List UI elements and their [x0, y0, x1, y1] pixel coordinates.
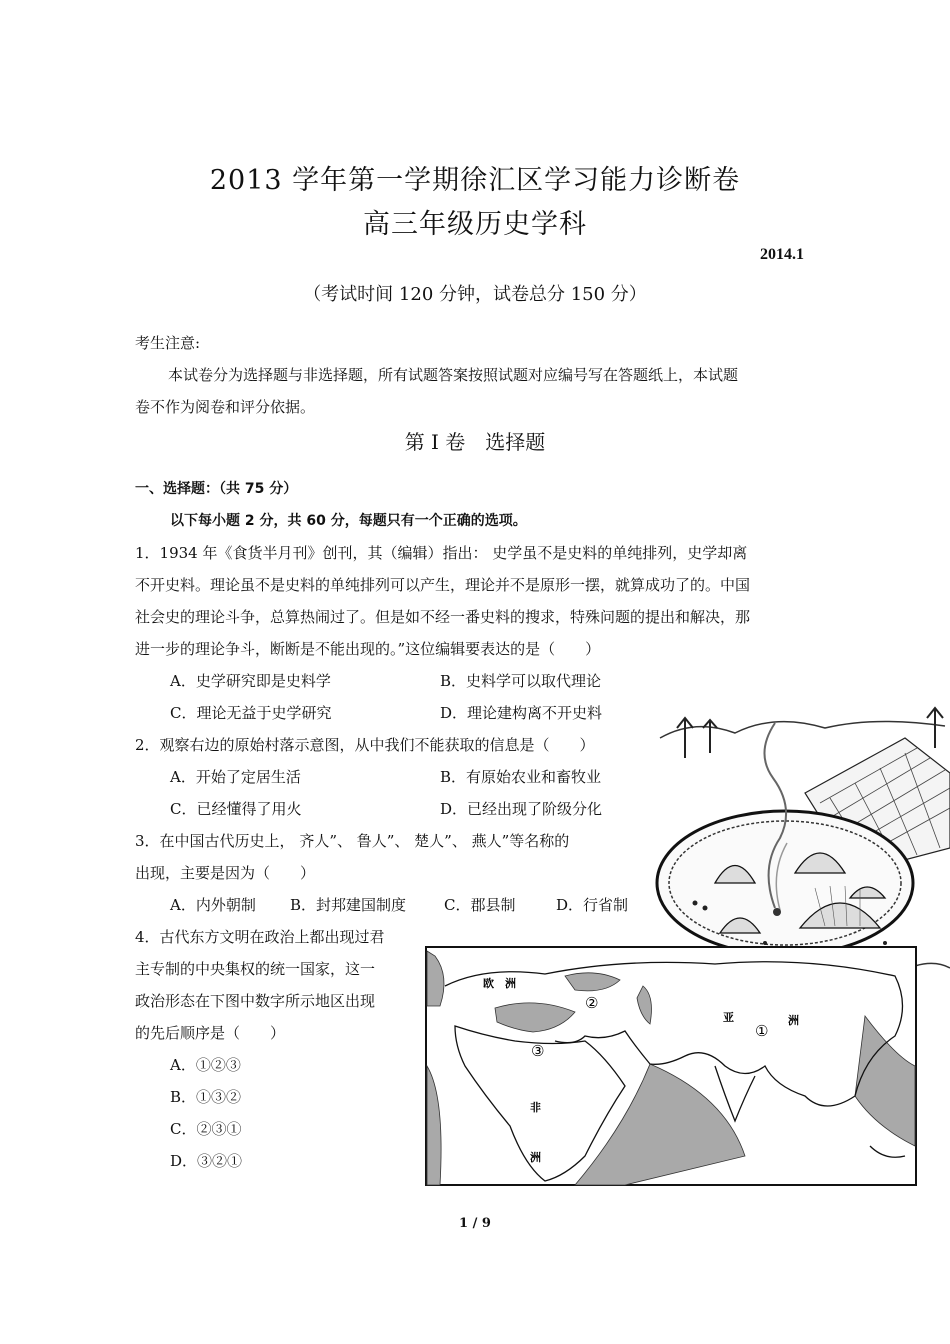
- q4-option-d[interactable]: D．③②①: [170, 1152, 243, 1170]
- q3-option-a[interactable]: A．内外朝制: [170, 896, 256, 914]
- q2-option-b[interactable]: B．有原始农业和畜牧业: [440, 768, 602, 786]
- q2-option-a[interactable]: A．开始了定居生活: [170, 768, 301, 786]
- q2-option-c[interactable]: C．已经懂得了用火: [170, 800, 302, 818]
- label-asia-1: 亚: [723, 1011, 734, 1024]
- page-number: 1 / 9: [459, 1216, 491, 1231]
- notice-label: 考生注意:: [135, 334, 201, 352]
- q3-option-d[interactable]: D．行省制: [556, 896, 629, 914]
- label-europe: 欧 洲: [483, 977, 516, 990]
- exam-title: 2013 学年第一学期徐汇区学习能力诊断卷: [209, 165, 741, 196]
- q1-line-3: 社会史的理论斗争，总算热闹过了。但是如不经一番史料的搜求，特殊问题的提出和解决，那: [135, 608, 751, 626]
- q2-stem: 2．观察右边的原始村落示意图，从中我们不能获取的信息是（ ）: [135, 736, 595, 754]
- q1-option-d[interactable]: D．理论建构离不开史料: [440, 704, 603, 722]
- label-africa-1: 非: [530, 1101, 541, 1114]
- q1-line-2: 不开史料。理论虽不是史料的单纯排列可以产生，理论并不是原形一摆，就算成功了的。中国: [135, 576, 751, 594]
- q4-line-3: 政治形态在下图中数字所示地区出现: [135, 992, 376, 1010]
- q3-line-1: 3．在中国古代历史上， 齐人”、 鲁人”、 楚人”、 燕人”等名称的: [135, 832, 570, 850]
- q4-line-4: 的先后顺序是（ ）: [135, 1024, 286, 1042]
- q1-line-1: 1．1934 年《食货半月刊》创刊，其（编辑）指出： 史学虽不是史料的单纯排列，史学却离: [135, 544, 748, 562]
- q4-option-c[interactable]: C．②③①: [170, 1120, 242, 1138]
- notice-line-2: 卷不作为阅卷和评分依据。: [135, 398, 316, 416]
- exam-date: 2014.1: [760, 246, 804, 263]
- exam-time-info: （考试时间 120 分钟，试卷总分 150 分）: [303, 284, 647, 305]
- q2-option-d[interactable]: D．已经出现了阶级分化: [440, 800, 603, 818]
- q3-line-2: 出现，主要是因为（ ）: [135, 864, 316, 882]
- section-title: 第 I 卷 选择题: [404, 430, 546, 454]
- q3-option-c[interactable]: C．郡县制: [444, 896, 516, 914]
- part-heading: 一、选择题：（共 75 分）: [135, 481, 298, 497]
- eurasia-africa-map: [425, 946, 917, 1186]
- q4-line-1: 4．古代东方文明在政治上都出现过君: [135, 928, 385, 946]
- exam-subtitle: 高三年级历史学科: [363, 209, 587, 240]
- part-instruction: 以下每小题 2 分，共 60 分，每题只有一个正确的选项。: [170, 513, 527, 529]
- q4-option-a[interactable]: A．①②③: [170, 1056, 241, 1074]
- q1-option-a[interactable]: A．史学研究即是史料学: [170, 672, 331, 690]
- map-mark-3: ③: [531, 1042, 545, 1060]
- label-asia-2: 洲: [788, 1014, 799, 1027]
- notice-line-1: 本试卷分为选择题与非选择题，所有试题答案按照试题对应编号写在答题纸上，本试题: [168, 366, 739, 384]
- q3-option-b[interactable]: B．封邦建国制度: [290, 896, 407, 914]
- q1-line-4: 进一步的理论争斗，断断是不能出现的。”这位编辑要表达的是（ ）: [135, 640, 601, 658]
- q4-option-b[interactable]: B．①③②: [170, 1088, 242, 1106]
- map-mark-2: ②: [585, 994, 599, 1012]
- q4-line-2: 主专制的中央集权的统一国家，这一: [135, 960, 376, 978]
- q1-option-b[interactable]: B．史料学可以取代理论: [440, 672, 602, 690]
- label-africa-2: 洲: [530, 1151, 541, 1164]
- map-mark-1: ①: [755, 1022, 769, 1040]
- q1-option-c[interactable]: C．理论无益于史学研究: [170, 704, 332, 722]
